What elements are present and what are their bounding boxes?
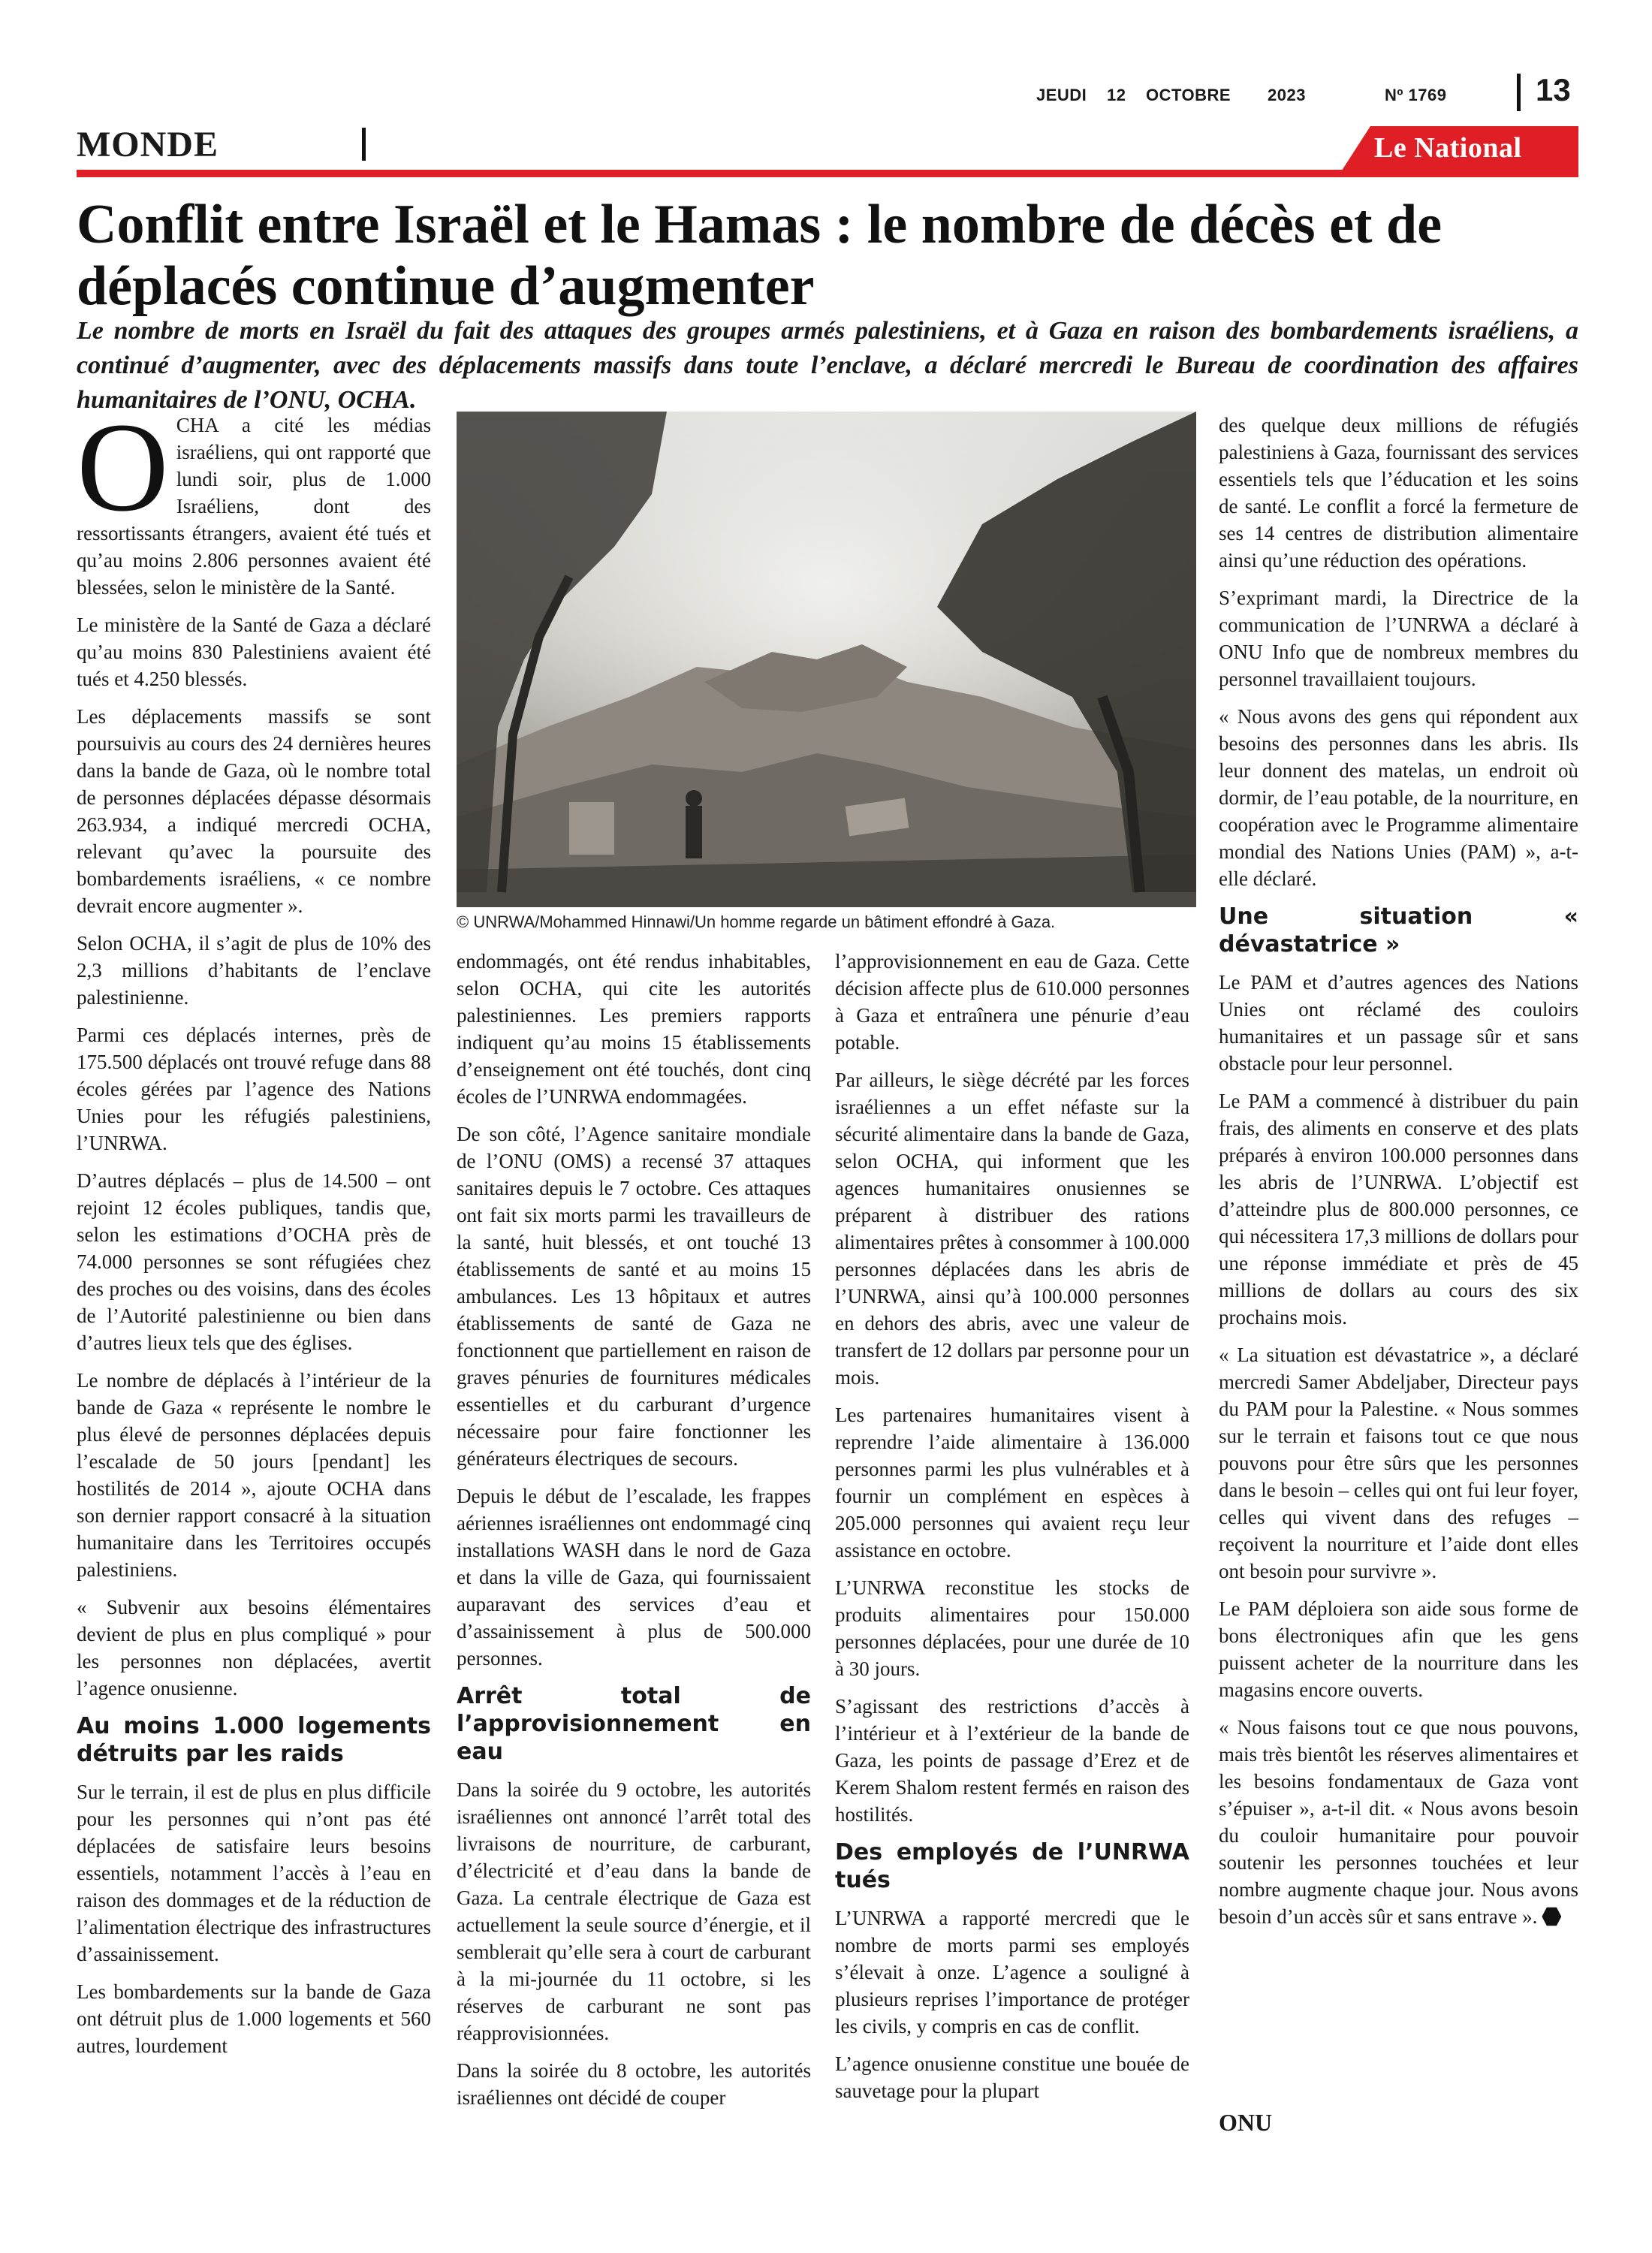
headline — [77, 194, 1578, 317]
subheading: Des employés de l’UNRWA tués — [835, 1839, 1189, 1893]
paragraph: L’UNRWA reconstitue les stocks de produits alimentaires pour 150.000 personnes déplacées, pour une durée de 10 à 30 jours. — [835, 1576, 1189, 1680]
paragraph: Les partenaires humanitaires visent à reprendre l’aide alimentaire à 136.000 personnes parmi les plus vulnérables et à fournir un complément en espèces à 205.000 personnes qui avaient reçu leur assistance en octobre. — [835, 1404, 1189, 1561]
drop-cap: O — [77, 397, 169, 538]
paragraph: Les déplacements massifs se sont poursuivis au cours des 24 dernières heures dans la bande de Gaza, où le nombre total de personnes déplacées dépasse désormais 263.934, a indiqué mercredi OCHA, relevant qu’avec la poursuite des bombardements israéliens, « ce nombre devrait encore augmenter ». — [77, 705, 431, 917]
article-column-3 — [835, 948, 1189, 2115]
paragraph: Sur le terrain, il est de plus en plus difficile pour les personnes qui n’ont pas été déplacées de satisfaire leurs besoins essentiels, notamment l’accès à l’eau en raison des dommages et de la réduction de l’alimentation électrique des infrastructures d’assainissement. — [77, 1781, 431, 1965]
paragraph: Par ailleurs, le siège décrété par les forces israéliennes a un effet néfaste sur la sécurité alimentaire dans la bande de Gaza, selon OCHA, qui informent que les agences humanitaires onusiennes se préparent à distribuer des rations alimentaires prêtes à consommer à 100.000 personnes déplacées dans les abris de l’UNRWA, ainsi qu’à 100.000 personnes en dehors des abris, avec une valeur de transfert de 12 dollars par personne pour un mois. — [835, 1069, 1189, 1389]
header-month: OCTOBRE — [1146, 86, 1231, 104]
header-red-rule — [77, 170, 1578, 177]
paragraph: Dans la soirée du 8 octobre, les autorités israéliennes ont décidé de couper — [457, 2059, 811, 2109]
paragraph: l’approvisionnement en eau de Gaza. Cette décision affecte plus de 610.000 personnes à Gaza et entraînera une pénurie d’eau potable. — [835, 950, 1189, 1054]
paragraph: De son côté, l’Agence sanitaire mondiale de l’ONU (OMS) a recensé 37 attaques sanitaires depuis le 7 octobre. Ces attaques ont fait six morts parmi les travailleurs de la santé, huit blessés, et ont touché 13 établissements de santé et au moins 15 ambulances. Les 13 hôpitaux et autres établissements de santé de Gaza ne fonctionnent que partiellement en raison de graves pénuries de fournitures médicales essentielles et du carburant d’urgence nécessaire pour faire fonctionner les générateurs électriques de secours. — [457, 1123, 811, 1470]
paragraph: « La situation est dévastatrice », a déclaré mercredi Samer Abdeljaber, Directeur pays du PAM pour la Palestine. « Nous sommes sur le terrain et faisons tout ce que nous pouvons pour être sûrs que les personnes dans le besoin – celles qui ont fui leur foyer, celles qui vivent dans des refuges – reçoivent la nourriture et l’aide dont elles ont besoin pour survivre ». — [1219, 1344, 1578, 1582]
paragraph: Le ministère de la Santé de Gaza a déclaré qu’au moins 830 Palestiniens avaient été tués et 4.250 blessés. — [77, 614, 431, 690]
header-date-number: 12 — [1107, 86, 1126, 104]
end-of-article-icon — [1542, 1907, 1561, 1926]
paragraph-text: « Nous faisons tout ce que nous pouvons, mais très bientôt les réserves alimentaires et les besoins fondamentaux de Gaza vont s’épuiser », a-t-il dit. « Nous avons besoin du couloir humanitaire pour pouvoir soutenir les personnes touchées et leur nombre augmente chaque jour. Nous avons besoin d’un accès sûr et sans entrave ». — [1219, 1716, 1578, 1928]
subheading: Au moins 1.000 logements détruits par les raids — [77, 1713, 431, 1767]
header-year: 2023 — [1268, 86, 1306, 104]
paragraph: endommagés, ont été rendus inhabitables, selon OCHA, qui cite les autorités palestiniennes. Les premiers rapports indiquent qu’au moins 15 établissements d’enseignement ont été touchés, dont cinq écoles de l’UNRWA endommagées. — [457, 950, 811, 1108]
paragraph — [77, 397, 431, 601]
paragraph: des quelque deux millions de réfugiés palestiniens à Gaza, fournissant des services essentiels tels que l’éducation et les soins de santé. Le conflit a forcé la fermeture de ses 14 centres de distribution alimentaire ainsi qu’une réduction des opérations. — [1219, 414, 1578, 572]
article-column-4 — [1219, 412, 1578, 1941]
paragraph: Le nombre de déplacés à l’intérieur de la bande de Gaza « représente le nombre le plus élevé de personnes déplacées depuis l’escalade de 50 jours [pendant] les hostilités de 2014 », ajoute OCHA dans son dernier rapport consacré à la situation humanitaire dans les Territoires occupés palestiniens. — [77, 1369, 431, 1581]
paragraph: L’UNRWA a rapporté mercredi que le nombre de morts parmi ses employés s’élevait à onze. L’agence a souligné à plusieurs reprises l’importance de protéger les civils, y compris en cas de conflit. — [835, 1907, 1189, 2037]
masthead — [0, 0, 1652, 180]
photo-caption: © UNRWA/Mohammed Hinnawi/Un homme regarde un bâtiment effondré à Gaza. — [457, 912, 1056, 931]
header-issue-number: Nº 1769 — [1385, 86, 1447, 104]
section-divider — [362, 128, 366, 161]
paragraph: Les bombardements sur la bande de Gaza ont détruit plus de 1.000 logements et 560 autres, lourdement — [77, 1980, 431, 2057]
paragraph: S’exprimant mardi, la Directrice de la communication de l’UNRWA a déclaré à ONU Info que de nombreux membres du personnel travaillaient toujours. — [1219, 587, 1578, 690]
brand-name: Le National — [1374, 132, 1522, 164]
paragraph: « Nous avons des gens qui répondent aux besoins des personnes dans les abris. Ils leur donnent des matelas, un endroit où dormir, de l’eau potable, de la nourriture, en coopération avec le Programme alimentaire mondial des Nations Unies (PAM) », a-t-elle déclaré. — [1219, 705, 1578, 890]
subheading: Arrêt total de l’approvisionnement en eau — [457, 1683, 811, 1765]
section-label: MONDE — [77, 125, 219, 164]
article-photo — [457, 412, 1196, 907]
headline-line-1: Conflit entre Israël et le Hamas : le nombre de décès et de — [77, 194, 1442, 255]
paragraph: Dans la soirée du 9 octobre, les autorités israéliennes ont annoncé l’arrêt total des livraisons de nourriture, de carburant, d’électricité et d’eau dans la bande de Gaza. La centrale électrique de Gaza est actuellement la seule source d’énergie, et il semblerait qu’elle sera à court de carburant à la mi-journée du 11 octobre, si les réserves de carburant ne sont pas réapprovisionnées. — [457, 1778, 811, 2044]
paragraph: D’autres déplacés – plus de 14.500 – ont rejoint 12 écoles publiques, tandis que, selon les estimations d’OCHA près de 74.000 personnes se sont réfugiées chez des proches ou des voisins, dans des écoles de l’Autorité palestinienne ou bien dans d’autres lieux tels que des églises. — [77, 1169, 431, 1354]
paragraph: S’agissant des restrictions d’accès à l’intérieur et à l’extérieur de la bande de Gaza, les points de passage d’Erez et de Kerem Shalom restent fermés en raison des hostilités. — [835, 1695, 1189, 1826]
paragraph-text: CHA a cité les médias israéliens, qui ont rapporté que lundi soir, plus de 1.000 Israéliens, dont des ressortissants étrangers, avaient été tués et qu’au moins 2.806 personnes avaient été blessées, selon le ministère de la Santé. — [77, 414, 431, 599]
paragraph: « Subvenir aux besoins élémentaires devient de plus en plus compliqué » pour les personnes non déplacées, avertit l’agence onusienne. — [77, 1596, 431, 1700]
paragraph: Le PAM et d’autres agences des Nations Unies ont réclamé des couloirs humanitaires et un passage sûr et sans obstacle pour leur personnel. — [1219, 971, 1578, 1075]
paragraph: Le PAM a commencé à distribuer du pain frais, des aliments en conserve et des plats préparés à environ 100.000 personnes dans les abris de l’UNRWA. L’objectif est d’atteindre plus de 800.000 personnes, ce qui nécessitera 17,3 millions de dollars pour une réponse immédiate et près de 45 millions de dollars au cours des six prochains mois. — [1219, 1090, 1578, 1329]
headline-line-2: déplacés continue d’augmenter — [77, 255, 815, 317]
article-column-2 — [457, 948, 811, 2122]
collapsed-building-photo — [457, 412, 1196, 907]
page-number-divider — [1517, 74, 1521, 111]
page-number: 13 — [1536, 72, 1571, 107]
standfirst: Le nombre de morts en Israël du fait des attaques des groupes armés palestiniens, et à Gaza en raison des bombardements israéliens, a continué d’augmenter, avec des déplacements massifs dans toute l’enclave, a déclaré mercredi le Bureau de coordination des affaires humanitaires de l’ONU, OCHA. — [77, 317, 1578, 414]
paragraph: Parmi ces déplacés internes, près de 175.500 déplacés ont trouvé refuge dans 88 écoles gérées par l’agence des Nations Unies pour les réfugiés palestiniens, l’UNRWA. — [77, 1024, 431, 1154]
paragraph — [1219, 1714, 1578, 1930]
paragraph: Selon OCHA, il s’agit de plus de 10% des 2,3 millions d’habitants de l’enclave palestinienne. — [77, 932, 431, 1009]
paragraph: Le PAM déploiera son aide sous forme de bons électroniques afin que les gens puissent acheter de la nourriture dans les magasins encore ouverts. — [1219, 1597, 1578, 1701]
header-day: JEUDI — [1036, 86, 1087, 104]
subheading: Une situation « dévastatrice » — [1219, 903, 1578, 958]
article-column-1 — [77, 397, 431, 2070]
article-signature: ONU — [1219, 2109, 1273, 2136]
paragraph: L’agence onusienne constitue une bouée de sauvetage pour la plupart — [835, 2052, 1189, 2102]
paragraph: Depuis le début de l’escalade, les frappes aériennes israéliennes ont endommagé cinq installations WASH dans le nord de Gaza et dans la ville de Gaza, qui fournissaient auparavant des services d’eau et d’assainissement à plus de 500.000 personnes. — [457, 1485, 811, 1669]
